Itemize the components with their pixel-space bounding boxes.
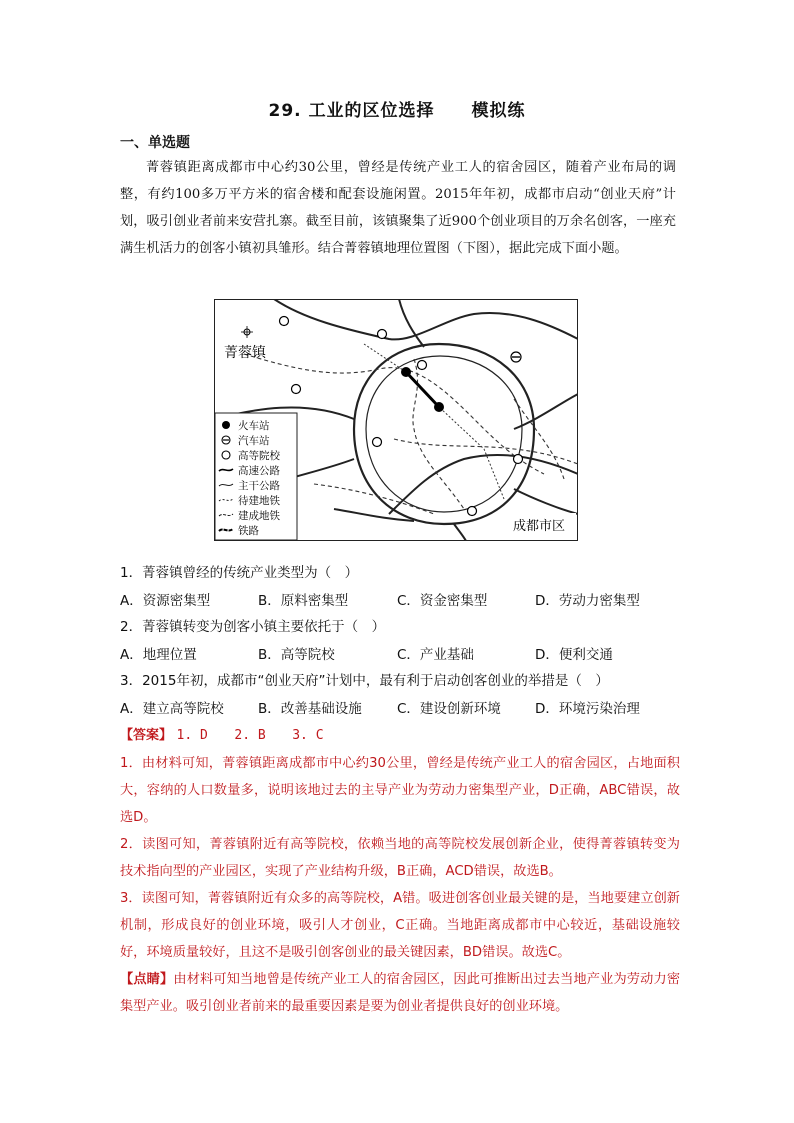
university-icon bbox=[468, 507, 477, 516]
option[interactable]: C．资金密集型 bbox=[397, 593, 488, 609]
option[interactable]: A．资源密集型 bbox=[120, 593, 211, 609]
legend-label: 火车站 bbox=[238, 420, 270, 432]
title-sub: 模拟练 bbox=[471, 101, 526, 121]
reading-passage: 菁蓉镇距离成都市中心约30公里，曾经是传统产业工人的宿舍园区，随着产业布局的调整，有约100多万平方米的宿舍楼和配套设施闲置。2015年年初，成都市启动“创业天府”计划，吸引创业者前来安营扎寨。截至目前，该镇聚集了近900个创业项目的万余名创客，一座充满生机活力的创客小镇初具雏形。结合菁蓉镇地理位置图（下图），据此完成下面小题。 bbox=[120, 160, 676, 256]
tip-text: 由材料可知当地曾是传统产业工人的宿舍园区，因此可推断出过去当地产业为劳动力密集型产业。吸引创业者前来的最重要因素是要为创业者提供良好的创业环境。 bbox=[120, 972, 681, 1014]
answer-item: 3. C bbox=[292, 728, 324, 743]
option[interactable]: C．建设创新环境 bbox=[397, 701, 501, 717]
university-icon bbox=[514, 455, 523, 464]
legend-label: 汽车站 bbox=[238, 435, 270, 447]
tip-label: 【点睛】 bbox=[120, 972, 174, 987]
legend-label: 待建地铁 bbox=[238, 495, 280, 507]
legend-label: 建成地铁 bbox=[238, 510, 280, 522]
bus-station-icon bbox=[511, 352, 521, 362]
question-1-stem: 1．菁蓉镇曾经的传统产业类型为（ ） bbox=[120, 565, 359, 581]
title-main: 工业的区位选择 bbox=[308, 101, 435, 121]
option[interactable]: D．环境污染治理 bbox=[535, 701, 640, 717]
option[interactable]: A．建立高等院校 bbox=[120, 701, 224, 717]
option[interactable]: D．便利交通 bbox=[535, 647, 613, 663]
university-icon bbox=[280, 317, 289, 326]
legend-label: 铁路 bbox=[238, 525, 259, 537]
explanation-2: 2．读图可知，菁蓉镇附近有高等院校，依赖当地的高等院校发展创新企业，使得菁蓉镇转变为技术指向型的产业园区，实现了产业结构升级，B正确，ACD错误，故选B。 bbox=[120, 837, 680, 879]
explanation-3: 3．读图可知，菁蓉镇附近有众多的高等院校，A错。吸进创客创业最关键的是，当地要建立创新机制，形成良好的创业环境，吸引人才创业，C正确。当地距离成都市中心较近，基础设施较好，环境质量较好，且这不是吸引创客创业的最关键因素，BD错误。故选C。 bbox=[120, 891, 680, 960]
town-label: 菁蓉镇 bbox=[224, 345, 266, 361]
answer-item: 2. B bbox=[234, 728, 266, 743]
page-title bbox=[0, 96, 794, 121]
option[interactable]: B．原料密集型 bbox=[258, 593, 349, 609]
map-legend bbox=[215, 413, 297, 540]
university-icon bbox=[222, 451, 230, 459]
title-number: 29. bbox=[268, 101, 302, 121]
university-icon bbox=[378, 330, 387, 339]
explanation-1: 1．由材料可知，菁蓉镇距离成都市中心约30公里，曾经是传统产业工人的宿舍园区，占地面积大，容纳的人口数量多，说明该地过去的主导产业为劳动力密集型产业，D正确，ABC错误，故选D。 bbox=[120, 756, 680, 825]
question-2-stem: 2．菁蓉镇转变为创客小镇主要依托于（ ） bbox=[120, 619, 386, 635]
option[interactable]: B．高等院校 bbox=[258, 647, 335, 663]
train-station-icon bbox=[222, 421, 230, 429]
answer-line bbox=[120, 724, 346, 743]
university-icon bbox=[292, 385, 301, 394]
tip-paragraph bbox=[120, 966, 680, 1020]
legend-label: 高速公路 bbox=[238, 465, 280, 477]
option[interactable]: D．劳动力密集型 bbox=[535, 593, 640, 609]
university-icon bbox=[373, 438, 382, 447]
option[interactable]: A．地理位置 bbox=[120, 647, 197, 663]
legend-label: 主干公路 bbox=[238, 480, 280, 492]
answer-item: 1. D bbox=[176, 728, 208, 743]
answer-label: 【答案】 bbox=[120, 728, 173, 743]
bus-station-icon bbox=[222, 436, 230, 444]
legend-label: 高等院校 bbox=[238, 450, 280, 462]
option[interactable]: C．产业基础 bbox=[397, 647, 474, 663]
option[interactable]: B．改善基础设施 bbox=[258, 701, 362, 717]
university-icon bbox=[418, 361, 427, 370]
question-3-stem: 3．2015年初，成都市“创业天府”计划中，最有利于启动创客创业的举措是（ ） bbox=[120, 673, 609, 689]
city-label: 成都市区 bbox=[513, 519, 566, 534]
railway-icon bbox=[219, 529, 233, 531]
train-station-icon bbox=[401, 367, 411, 377]
train-station-icon bbox=[434, 402, 444, 412]
section-heading: 一、单选题 bbox=[120, 135, 190, 151]
location-map bbox=[214, 299, 578, 541]
